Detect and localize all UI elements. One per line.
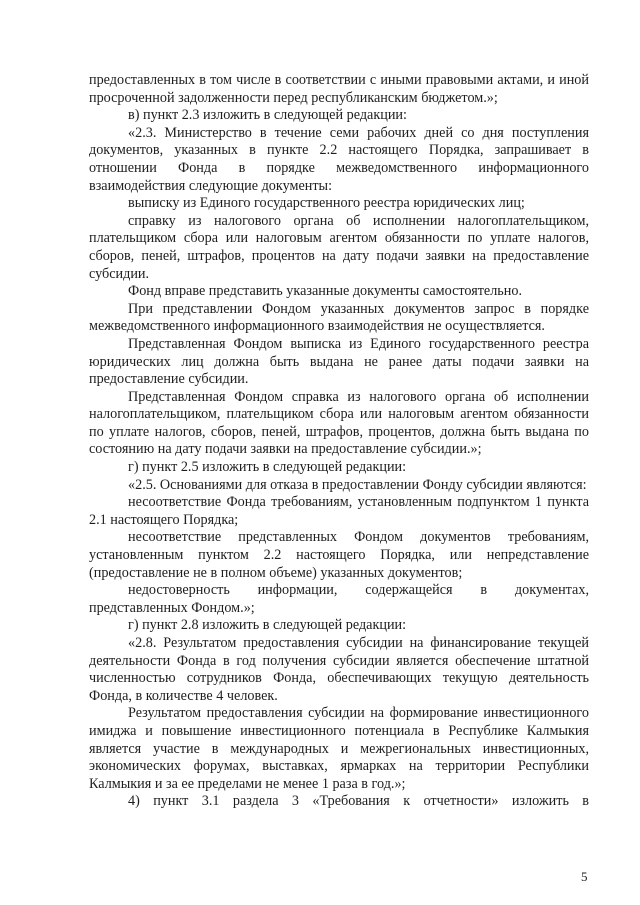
paragraph: «2.5. Основаниями для отказа в предоставлении Фонду субсидии являются: [128, 476, 587, 493]
paragraph: Представленная Фондом справка из налогового органа об исполнении налогоплательщиком, плательщиком сбора или налоговым агентом обязанности по уплате налогов, сборов, пеней, штрафов, процентов, должна быть выдана по состоянию на дату подачи заявки на предоставление субсидии.»; [89, 388, 589, 458]
paragraph: Представленная Фондом выписка из Единого государственного реестра юридических лиц должна быть выдана не ранее даты подачи заявки на предоставление субсидии. [89, 335, 589, 388]
paragraph: г) пункт 2.8 изложить в следующей редакции: [128, 617, 407, 634]
paragraph: «2.8. Результатом предоставления субсидии на финансирование текущей деятельности Фонда в год получения субсидии является обеспечение штатной численностью сотрудников Фонда, обеспечивающих текущую деятельность Фонда, в количестве 4 человек. [89, 635, 589, 704]
paragraph: При представлении Фондом указанных документов запрос в порядке межведомственного информационного взаимодействия не осуществляется. [89, 300, 589, 335]
paragraph: г) пункт 2.5 изложить в следующей редакции: [128, 459, 407, 476]
paragraph: Фонд вправе представить указанные документы самостоятельно. [128, 283, 523, 300]
page-number: 5 [581, 869, 588, 884]
paragraph: предоставленных в том числе в соответствии с иными правовыми актами, и иной просроченной задолженности перед республиканским бюджетом.»; [89, 72, 589, 106]
paragraph: в) пункт 2.3 изложить в следующей редакции: [128, 107, 407, 124]
paragraph: Результатом предоставления субсидии на формирование инвестиционного имиджа и повышение инвестиционного потенциала в Республике Калмыкия является участие в международных и межрегиональных инвестиционных, экономических форумах, выставках, ярмарках на территории Республики Калмыкия и за ее пределами не менее 1 раза в год.»; [89, 705, 589, 792]
paragraph: справку из налогового органа об исполнении налогоплательщиком, плательщиком сбора или налоговым агентом обязанности по уплате налогов, сборов, пеней, штрафов, процентов на дату подачи заявки на предоставление субсидии. [89, 212, 589, 282]
paragraph: «2.3. Министерство в течение семи рабочих дней со дня поступления документов, указанных в пункте 2.2 настоящего Порядка, запрашивает в отношении Фонда в порядке межведомственного информационного взаимодействия следующие документы: [89, 124, 589, 194]
paragraph: несоответствие представленных Фондом документов требованиям, установленным пунктом 2.2 настоящего Порядка, или непредставление (предоставление не в полном объеме) указанных документов; [89, 529, 589, 581]
paragraph: 4) пункт 3.1 раздела 3 «Требования к отчетности» изложить в [128, 793, 589, 810]
paragraph: недостоверность информации, содержащейся в документах, представленных Фондом.»; [89, 582, 589, 616]
paragraph: выписку из Единого государственного реестра юридических лиц; [128, 195, 525, 212]
paragraph: несоответствие Фонда требованиям, установленным подпунктом 1 пункта 2.1 настоящего Порядка; [89, 494, 589, 528]
document-body [89, 72, 589, 811]
